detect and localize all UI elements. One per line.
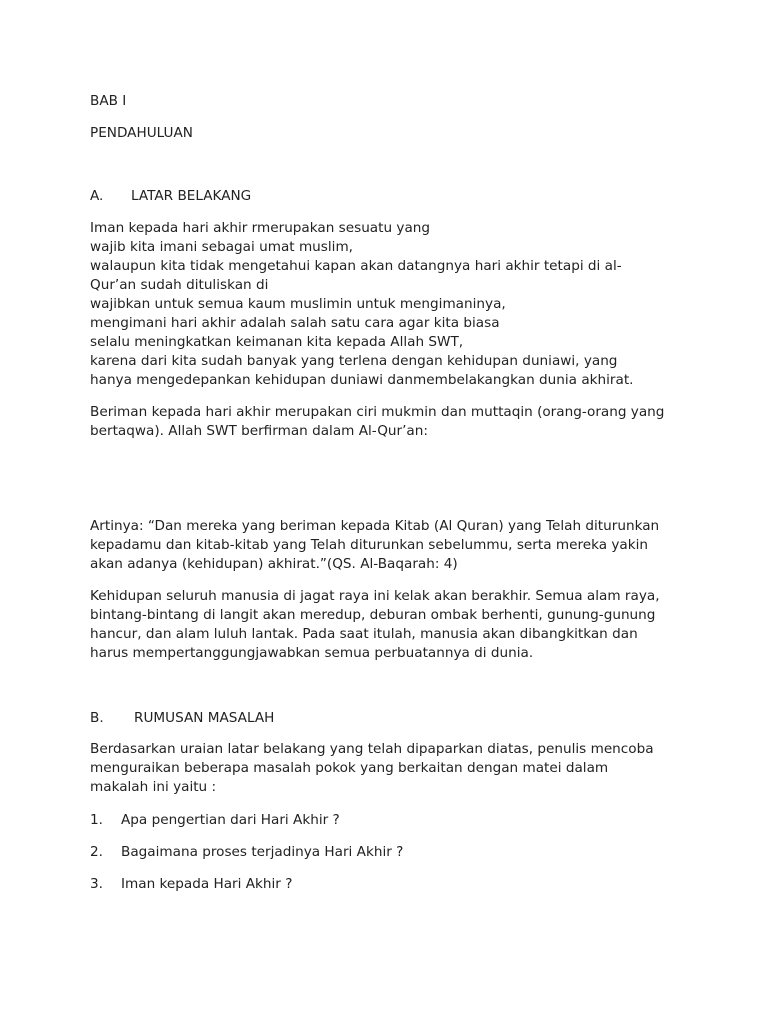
paragraph-line: selalu meningkatkan keimanan kita kepada Allah SWT,	[90, 334, 464, 350]
paragraph-line: menguraikan beberapa masalah pokok yang berkaitan dengan matei dalam	[90, 760, 609, 776]
chapter-title-text: PENDAHULUAN	[90, 125, 193, 141]
paragraph-line: makalah ini yaitu :	[90, 779, 217, 795]
list-item-number: 1.	[90, 812, 103, 828]
chapter-title	[90, 124, 193, 143]
section-a-title: LATAR BELAKANG	[131, 188, 252, 204]
paragraph-2	[90, 403, 664, 441]
paragraph-line: hanya mengedepankan kehidupan duniawi danmembelakangkan dunia akhirat.	[90, 372, 634, 388]
paragraph-line: harus mempertanggungjawabkan semua perbuatannya di dunia.	[90, 645, 534, 661]
paragraph-5	[90, 740, 654, 797]
paragraph-line: wajib kita imani sebagai umat muslim,	[90, 239, 354, 255]
paragraph-line: Beriman kepada hari akhir merupakan ciri mukmin dan muttaqin (orang-orang yang	[90, 404, 665, 420]
paragraph-line: bintang-bintang di langit akan meredup, deburan ombak berhenti, gunung-gunung	[90, 607, 656, 623]
paragraph-line: karena dari kita sudah banyak yang terlena dengan kehidupan duniawi, yang	[90, 353, 618, 369]
list-item-number: 3.	[90, 876, 103, 892]
paragraph-line: Berdasarkan uraian latar belakang yang telah dipaparkan diatas, penulis mencoba	[90, 741, 654, 757]
paragraph-4	[90, 587, 660, 663]
paragraph-3	[90, 517, 659, 574]
paragraph-line: walaupun kita tidak mengetahui kapan akan datangnya hari akhir tetapi di al-	[90, 258, 622, 274]
paragraph-line: Artinya: “Dan mereka yang beriman kepada Kitab (Al Quran) yang Telah diturunkan	[90, 518, 660, 534]
list-item-text: Bagaimana proses terjadinya Hari Akhir ?	[121, 844, 404, 860]
chapter-label	[90, 92, 126, 111]
paragraph-1	[90, 219, 633, 390]
paragraph-line: akan adanya (kehidupan) akhirat.”(QS. Al-Baqarah: 4)	[90, 556, 458, 572]
paragraph-line: kepadamu dan kitab-kitab yang Telah diturunkan sebelummu, serta mereka yakin	[90, 537, 649, 553]
paragraph-line: mengimani hari akhir adalah salah satu cara agar kita biasa	[90, 315, 500, 331]
section-b-title: RUMUSAN MASALAH	[134, 710, 275, 726]
list-item-number: 2.	[90, 844, 103, 860]
paragraph-line: Iman kepada hari akhir rmerupakan sesuatu yang	[90, 220, 431, 236]
paragraph-line: bertaqwa). Allah SWT berfirman dalam Al-Qur’an:	[90, 423, 428, 439]
list-item-text: Iman kepada Hari Akhir ?	[121, 876, 293, 892]
paragraph-line: Qur’an sudah dituliskan di	[90, 277, 269, 293]
chapter-text: BAB I	[90, 93, 127, 109]
paragraph-line: Kehidupan seluruh manusia di jagat raya ini kelak akan berakhir. Semua alam raya,	[90, 588, 660, 604]
paragraph-line: wajibkan untuk semua kaum muslimin untuk mengimaninya,	[90, 296, 506, 312]
list-item-text: Apa pengertian dari Hari Akhir ?	[121, 812, 340, 828]
section-b-marker: B.	[90, 710, 104, 726]
section-a-marker: A.	[90, 188, 104, 204]
paragraph-line: hancur, dan alam luluh lantak. Pada saat itulah, manusia akan dibangkitkan dan	[90, 626, 638, 642]
